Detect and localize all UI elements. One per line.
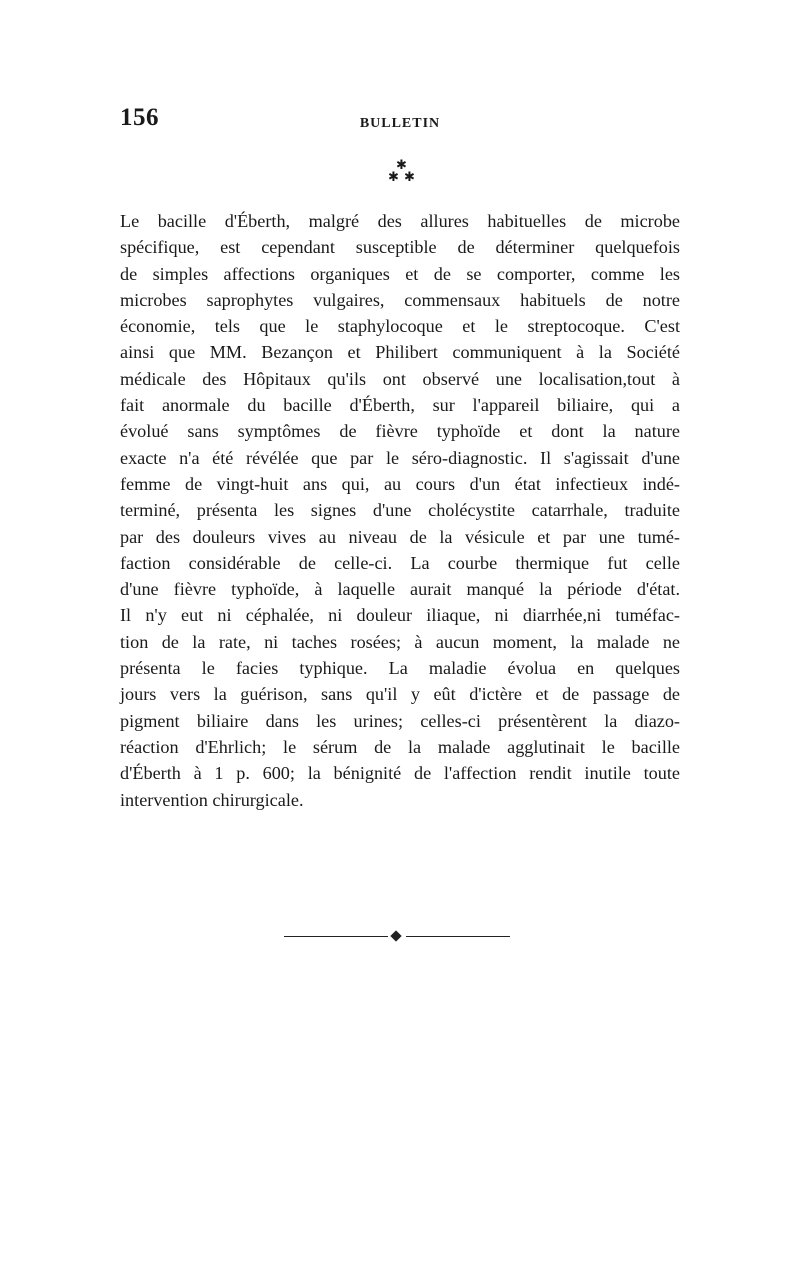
text-line: Il n'y eut ni céphalée, ni douleur iliaque, ni diarrhée,ni tuméfac- — [120, 605, 680, 626]
text-line: spécifique, est cependant susceptible de déterminer quelquefois — [120, 237, 680, 258]
text-line: médicale des Hôpitaux qu'ils ont observé une localisation,tout à — [120, 368, 680, 389]
text-line: réaction d'Ehrlich; le sérum de la malade agglutinait le bacille — [120, 736, 680, 757]
text-line: d'Éberth à 1 p. 600; la bénignité de l'affection rendit inutile toute — [120, 763, 680, 784]
end-of-article-rule — [284, 936, 510, 938]
text-line: ainsi que MM. Bezançon et Philibert communiquent à la Société — [120, 342, 680, 363]
running-head: BULLETIN — [359, 116, 441, 131]
text-line: femme de vingt-huit ans qui, au cours d'un état infectieux indé- — [120, 473, 680, 494]
text-line: présenta le facies typhique. La maladie évolua en quelques — [120, 658, 680, 679]
text-line: par des douleurs vives au niveau de la vésicule et par une tumé- — [120, 526, 680, 547]
asterism-star-icon: ✱ — [396, 157, 407, 172]
page-number: 156 — [120, 104, 159, 131]
asterism-star-icon: ✱ — [404, 169, 415, 184]
asterism-star-icon: ✱ — [388, 169, 399, 184]
diamond-icon — [390, 930, 401, 941]
asterism-ornament — [385, 158, 417, 186]
text-line: terminé, présenta les signes d'une cholécystite catarrhale, traduite — [120, 500, 680, 521]
text-line: économie, tels que le staphylocoque et le streptocoque. C'est — [120, 316, 680, 337]
text-line: évolué sans symptômes de fièvre typhoïde et dont la nature — [120, 421, 680, 442]
text-line: faction considérable de celle-ci. La courbe thermique fut celle — [120, 552, 680, 573]
text-line: Le bacille d'Éberth, malgré des allures habituelles de microbe — [120, 211, 680, 231]
text-line: microbes saprophytes vulgaires, commensaux habituels de notre — [120, 289, 680, 310]
text-line: intervention chirurgicale. — [120, 789, 304, 810]
body-paragraph — [120, 208, 680, 813]
text-line: de simples affections organiques et de se comporter, comme les — [120, 263, 680, 284]
text-line: exacte n'a été révélée que par le séro-diagnostic. Il s'agissait d'une — [120, 447, 680, 468]
text-line: pigment biliaire dans les urines; celles-ci présentèrent la diazo- — [120, 710, 680, 731]
text-line: tion de la rate, ni taches rosées; à aucun moment, la malade ne — [120, 631, 680, 652]
text-line: jours vers la guérison, sans qu'il y eût d'ictère et de passage de — [120, 684, 680, 705]
text-line: d'une fièvre typhoïde, à laquelle aurait manqué la période d'état. — [120, 579, 680, 600]
rule-left-line — [284, 936, 388, 937]
text-line: fait anormale du bacille d'Éberth, sur l'appareil biliaire, qui a — [120, 395, 680, 416]
rule-right-line — [406, 936, 510, 937]
